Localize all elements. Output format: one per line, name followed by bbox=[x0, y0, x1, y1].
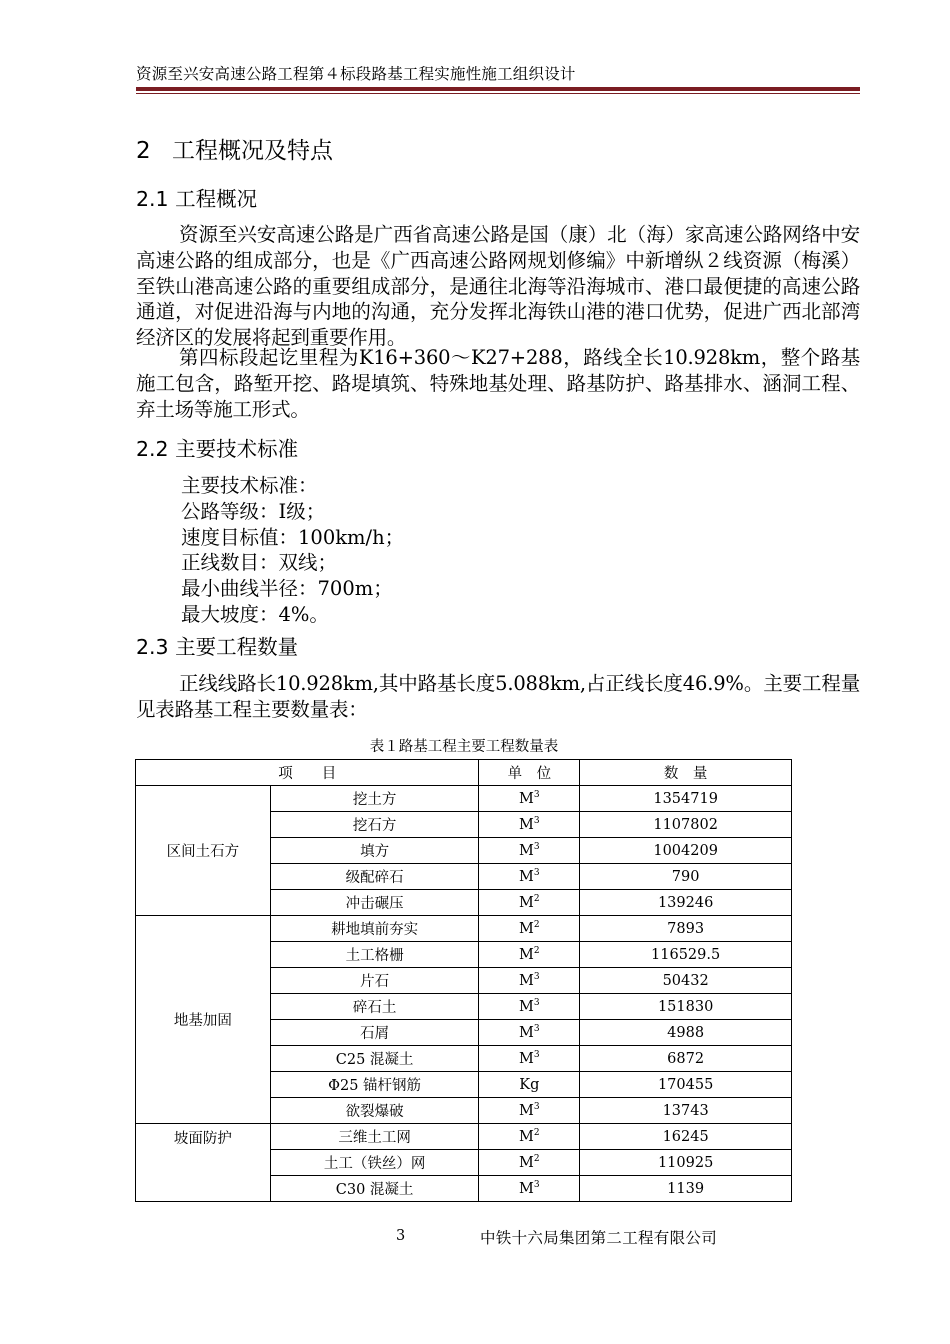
quantity-cell: 151830 bbox=[580, 994, 792, 1020]
unit-base: M bbox=[519, 868, 534, 885]
unit-cell bbox=[479, 1176, 580, 1202]
quantity-cell: 1107802 bbox=[580, 812, 792, 838]
chapter-number: 2 bbox=[136, 138, 151, 164]
quantity-cell: 1139 bbox=[580, 1176, 792, 1202]
table-body bbox=[136, 786, 792, 1202]
quantity-cell: 7893 bbox=[580, 916, 792, 942]
unit-cell bbox=[479, 994, 580, 1020]
quantity-cell: 139246 bbox=[580, 890, 792, 916]
tech-standard-item: 公路等级：Ⅰ级； bbox=[181, 499, 326, 523]
quantity-cell: 50432 bbox=[580, 968, 792, 994]
unit-base: M bbox=[519, 1180, 534, 1197]
quantity-cell: 170455 bbox=[580, 1072, 792, 1098]
unit-cell bbox=[479, 864, 580, 890]
quantity-cell: 116529.5 bbox=[580, 942, 792, 968]
unit-cell bbox=[479, 1098, 580, 1124]
footer-company: 中铁十六局集团第二工程有限公司 bbox=[480, 1229, 718, 1247]
table-header-row bbox=[136, 760, 792, 786]
unit-exponent: 2 bbox=[533, 919, 540, 930]
header-quantity: 数 量 bbox=[580, 760, 792, 786]
unit-base: M bbox=[519, 1128, 534, 1145]
item-cell: 挖土方 bbox=[270, 786, 479, 812]
item-cell: 三维土工网 bbox=[270, 1124, 479, 1150]
unit-exponent: 2 bbox=[533, 893, 540, 904]
item-cell: C25 混凝土 bbox=[270, 1046, 479, 1072]
unit-base: M bbox=[519, 1024, 534, 1041]
header-unit: 单 位 bbox=[479, 760, 580, 786]
unit-exponent: 3 bbox=[533, 1179, 540, 1190]
unit-exponent: 3 bbox=[533, 867, 540, 878]
unit-base: M bbox=[519, 1102, 534, 1119]
unit-exponent: 3 bbox=[533, 997, 540, 1008]
quantity-cell: 110925 bbox=[580, 1150, 792, 1176]
quantity-cell: 13743 bbox=[580, 1098, 792, 1124]
tech-standard-item: 速度目标值：100km/h； bbox=[181, 525, 405, 549]
unit-exponent: 2 bbox=[533, 1127, 540, 1138]
item-cell: 耕地填前夯实 bbox=[270, 916, 479, 942]
unit-cell bbox=[479, 1046, 580, 1072]
group-cell: 地基加固 bbox=[136, 916, 271, 1124]
unit-cell bbox=[479, 812, 580, 838]
item-cell: Φ25 锚杆钢筋 bbox=[270, 1072, 479, 1098]
unit-exponent: 3 bbox=[533, 1023, 540, 1034]
quantity-cell: 790 bbox=[580, 864, 792, 890]
item-cell: 填方 bbox=[270, 838, 479, 864]
page-number: 3 bbox=[396, 1228, 406, 1244]
header-rule-thin bbox=[136, 93, 860, 94]
unit-cell bbox=[479, 1124, 580, 1150]
item-cell: C30 混凝土 bbox=[270, 1176, 479, 1202]
chapter-title: 工程概况及特点 bbox=[172, 138, 333, 164]
unit-cell bbox=[479, 942, 580, 968]
unit-base: M bbox=[519, 1154, 534, 1171]
unit-cell bbox=[479, 968, 580, 994]
unit-exponent: 3 bbox=[533, 841, 540, 852]
unit-exponent: 3 bbox=[533, 971, 540, 982]
quantity-cell: 4988 bbox=[580, 1020, 792, 1046]
quantity-cell: 6872 bbox=[580, 1046, 792, 1072]
table-row bbox=[136, 916, 792, 942]
chapter-heading bbox=[136, 136, 333, 166]
unit-exponent: 2 bbox=[533, 945, 540, 956]
unit-base: M bbox=[519, 842, 534, 859]
unit-cell bbox=[479, 1020, 580, 1046]
unit-base: M bbox=[519, 790, 534, 807]
unit-cell bbox=[479, 916, 580, 942]
header-rule-thick bbox=[136, 87, 860, 91]
tech-standard-item: 最大坡度：4%。 bbox=[181, 602, 329, 626]
unit-cell bbox=[479, 890, 580, 916]
section-heading-2-3: 2.3 主要工程数量 bbox=[136, 635, 299, 659]
unit-exponent: 3 bbox=[533, 789, 540, 800]
item-cell: 土工格栅 bbox=[270, 942, 479, 968]
tech-standards-list bbox=[181, 473, 404, 628]
item-cell: 片石 bbox=[270, 968, 479, 994]
unit-base: M bbox=[519, 920, 534, 937]
quantity-paragraph: 正线线路长10.928km,其中路基长度5.088km,占正线长度46.9%。主要工程量见表路基工程主要数量表： bbox=[136, 672, 860, 721]
quantity-cell: 1354719 bbox=[580, 786, 792, 812]
item-cell: 冲击碾压 bbox=[270, 890, 479, 916]
unit-exponent: 2 bbox=[533, 1153, 540, 1164]
overview-paragraph-2: 第四标段起讫里程为K16+360～K27+288，路线全长10.928km，整个路基施工包含，路堑开挖、路堤填筑、特殊地基处理、路基防护、路基排水、涵洞工程、弃土场等施工形式。 bbox=[136, 346, 860, 421]
table-caption: 表１路基工程主要工程数量表 bbox=[369, 739, 559, 755]
item-cell: 碎石土 bbox=[270, 994, 479, 1020]
unit-base: M bbox=[519, 816, 534, 833]
quantity-cell: 16245 bbox=[580, 1124, 792, 1150]
section-heading-2-2: 2.2 主要技术标准 bbox=[136, 437, 299, 461]
item-cell: 石屑 bbox=[270, 1020, 479, 1046]
tech-standard-item: 最小曲线半径：700m； bbox=[181, 577, 393, 601]
document-header: 资源至兴安高速公路工程第４标段路基工程实施性施工组织设计 bbox=[136, 65, 576, 83]
group-cell: 坡面防护 bbox=[136, 1124, 271, 1202]
section-heading-2-1: 2.1 工程概况 bbox=[136, 187, 258, 211]
unit-exponent: 3 bbox=[533, 1101, 540, 1112]
table-row bbox=[136, 1124, 792, 1150]
unit-base: M bbox=[519, 894, 534, 911]
unit-cell bbox=[479, 1072, 580, 1098]
unit-base: M bbox=[519, 972, 534, 989]
unit-cell bbox=[479, 1150, 580, 1176]
unit-exponent: 3 bbox=[533, 815, 540, 826]
overview-paragraph-1: 资源至兴安高速公路是广西省高速公路是国（康）北（海）家高速公路网络中安高速公路的组成部分，也是《广西高速公路网规划修编》中新增纵２线资源（梅溪）至铁山港高速公路的重要组成部分，是通往北海等沿海城市、港口最便捷的高速公路通道，对促进沿海与内地的沟通，充分发挥北海铁山港的港口优势，促进广西北部湾经济区的发展将起到重要作用。 bbox=[136, 223, 860, 350]
table-row bbox=[136, 786, 792, 812]
header-item: 项 目 bbox=[136, 760, 479, 786]
unit-cell bbox=[479, 786, 580, 812]
item-cell: 土工（铁丝）网 bbox=[270, 1150, 479, 1176]
unit-cell bbox=[479, 838, 580, 864]
quantity-table bbox=[135, 759, 792, 1202]
item-cell: 欲裂爆破 bbox=[270, 1098, 479, 1124]
quantity-cell: 1004209 bbox=[580, 838, 792, 864]
unit-exponent: 3 bbox=[533, 1049, 540, 1060]
unit-base: Kg bbox=[519, 1076, 540, 1093]
unit-base: M bbox=[519, 1050, 534, 1067]
unit-base: M bbox=[519, 998, 534, 1015]
unit-base: M bbox=[519, 946, 534, 963]
group-cell: 区间土石方 bbox=[136, 786, 271, 916]
item-cell: 级配碎石 bbox=[270, 864, 479, 890]
item-cell: 挖石方 bbox=[270, 812, 479, 838]
tech-standard-item: 主要技术标准： bbox=[181, 474, 318, 497]
tech-standard-item: 正线数目：双线； bbox=[181, 551, 338, 575]
